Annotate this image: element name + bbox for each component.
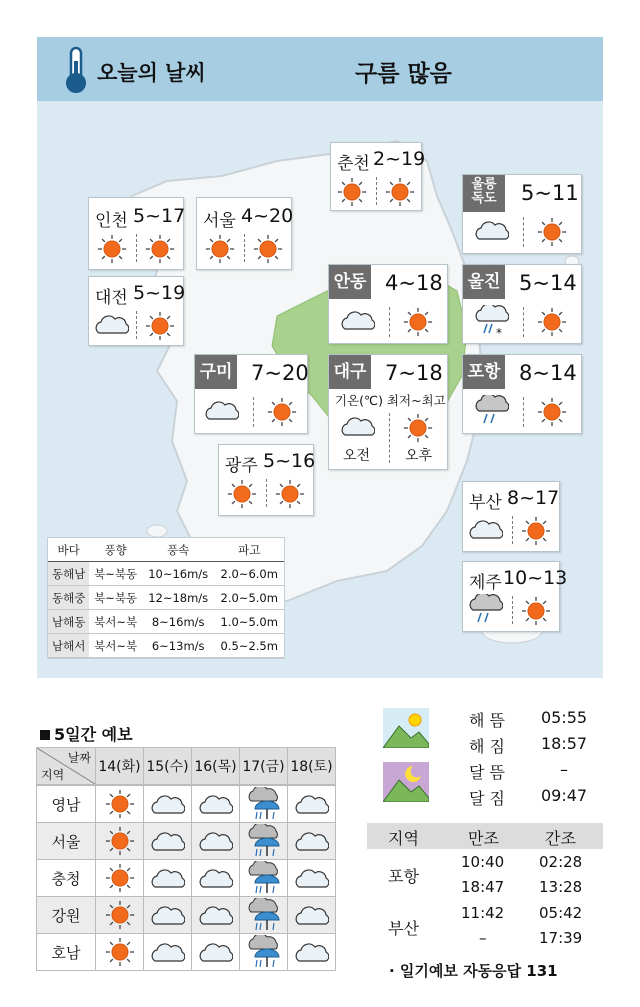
cloudy-icon (199, 791, 233, 817)
city-name: 광주 (225, 456, 258, 476)
date-header: 15(수) (144, 748, 192, 785)
column-header: 간조 (545, 829, 576, 848)
sunny-icon (145, 234, 175, 264)
city-card-daejeon (88, 276, 184, 346)
low-tide: 05:42 (539, 904, 583, 922)
sky-condition: 구름 많음 (355, 61, 452, 87)
sunrise-time: 05:55 (541, 708, 588, 727)
sea-region: 동해남 (48, 562, 89, 586)
corner-region: 지역 (41, 768, 65, 782)
sunny-icon (537, 397, 567, 427)
table-header-row (48, 538, 284, 562)
divider (136, 234, 137, 262)
wind-speed: 10~16m/s (142, 562, 215, 586)
forecast-cell (240, 897, 288, 934)
city-temp: 5~16 (263, 450, 316, 472)
divider (523, 307, 524, 337)
region-name: 강원 (37, 897, 96, 934)
forecast-cell (96, 786, 144, 823)
city-temp: 2~19 (373, 148, 426, 170)
city-card-gwangju (218, 444, 314, 516)
moonset-time: 09:47 (541, 786, 588, 805)
cloudy-icon (341, 413, 375, 443)
legend-text: 기온(℃) 최저~최고 (335, 393, 446, 408)
forecast-cell (144, 786, 192, 823)
cloudy-icon (341, 307, 375, 337)
column-header: 풍속 (142, 538, 215, 562)
sunny-icon (521, 516, 551, 546)
divider (136, 311, 137, 339)
sea-region: 동해중 (48, 586, 89, 610)
cloudy-icon (205, 397, 239, 427)
divider (253, 397, 254, 427)
sunny-icon (105, 826, 135, 856)
divider (389, 307, 390, 337)
city-name: 서울 (203, 211, 236, 231)
forecast-cell (240, 934, 288, 971)
city-tag: 대구 (329, 355, 371, 389)
sunny-icon (145, 311, 175, 341)
cloudy-icon (199, 939, 233, 965)
sunny-icon (267, 397, 297, 427)
forecast-cell (96, 823, 144, 860)
low-tide: 13:28 (539, 878, 583, 896)
city-temp: 10~13 (503, 567, 568, 589)
wind-direction: 북서~북 (89, 610, 142, 634)
city-card-incheon (88, 197, 184, 270)
city-tag: 울릉 독도 (463, 175, 505, 212)
divider (523, 397, 524, 427)
svg-text:*: * (496, 326, 502, 339)
high-tide: – (479, 929, 487, 947)
forecast-cell (144, 934, 192, 971)
city-name: 부산 (469, 493, 502, 513)
region-name: 영남 (37, 786, 96, 823)
forecast-cell (96, 897, 144, 934)
table-row (48, 610, 284, 634)
forecast-cell (144, 860, 192, 897)
city-card-uljin (462, 264, 582, 344)
sunny-icon (105, 900, 135, 930)
table-row (37, 860, 336, 897)
sunny-icon (205, 234, 235, 264)
sunny-icon (275, 479, 305, 509)
moonrise-time: – (560, 760, 568, 779)
wind-direction: 북~북동 (89, 586, 142, 610)
cloudy-icon (199, 865, 233, 891)
column-header: 바다 (48, 538, 89, 562)
column-header: 풍향 (89, 538, 142, 562)
date-header: 18(토) (288, 748, 336, 785)
tide-place: 부산 (388, 919, 419, 938)
city-card-seoul (196, 197, 292, 270)
city-name: 제주 (469, 573, 502, 593)
forecast-cell (240, 823, 288, 860)
forecast-cell (192, 786, 240, 823)
forecast-cell (288, 786, 336, 823)
cloudy-icon (295, 828, 329, 854)
table-row (37, 897, 336, 934)
forecast-cell (192, 860, 240, 897)
forecast-cell (192, 897, 240, 934)
city-card-daegu (328, 354, 448, 470)
cloudy-icon (295, 902, 329, 928)
city-card-chuncheon (330, 142, 426, 211)
city-card-jeju (462, 561, 568, 632)
sunny-icon (521, 596, 551, 626)
forecast-cell (288, 934, 336, 971)
high-tide: 11:42 (461, 904, 505, 922)
city-temp: 4~20 (241, 205, 294, 227)
footer-note: · 일기예보 자동응답 131 (389, 962, 558, 980)
sea-region: 남해동 (48, 610, 89, 634)
rain-cloud-icon (247, 935, 281, 969)
table-header-row (37, 748, 336, 785)
divider (266, 479, 267, 507)
city-card-gumi (194, 354, 308, 434)
legend-am: 오전 (343, 448, 371, 464)
forecast-cell (240, 786, 288, 823)
forecast-cell (144, 823, 192, 860)
table-row (37, 934, 336, 971)
rain-cloud-icon (475, 395, 509, 427)
city-tag: 안동 (329, 265, 371, 299)
cloudy-icon (151, 791, 185, 817)
wind-speed: 6~13m/s (142, 634, 215, 658)
forecast-title-text: 5일간 예보 (54, 725, 133, 744)
moonset-label: 달 짐 (469, 789, 505, 808)
cloudy-icon (295, 791, 329, 817)
region-name: 호남 (37, 934, 96, 971)
date-header: 17(금) (240, 748, 288, 785)
cloudy-icon (151, 902, 185, 928)
forecast-cell (96, 860, 144, 897)
forecast-cell (288, 823, 336, 860)
cloudy-icon (199, 828, 233, 854)
moonrise-label: 달 뜸 (469, 763, 505, 782)
sunny-icon (403, 413, 433, 443)
city-name: 인천 (95, 211, 128, 231)
cloudy-icon (295, 939, 329, 965)
tide-place: 포항 (388, 867, 419, 886)
wind-direction: 북~북동 (89, 562, 142, 586)
wind-speed: 12~18m/s (142, 586, 215, 610)
cloudy-icon (199, 902, 233, 928)
corner-date: 날짜 (67, 751, 91, 765)
low-tide: 17:39 (539, 929, 583, 947)
city-card-pohang (462, 354, 582, 434)
cloudy-icon (469, 516, 503, 546)
city-tag: 구미 (195, 355, 237, 389)
table-row (48, 562, 284, 586)
forecast-cell (288, 897, 336, 934)
region-name: 충청 (37, 860, 96, 897)
city-card-ulleung (462, 174, 582, 254)
low-tide: 02:28 (539, 853, 583, 871)
sunny-icon (105, 789, 135, 819)
sea-region: 남해서 (48, 634, 89, 658)
forecast-cell (240, 860, 288, 897)
wave-height: 0.5~2.5m (214, 634, 284, 658)
city-temp: 7~18 (385, 361, 443, 385)
wind-speed: 8~16m/s (142, 610, 215, 634)
city-temp: 5~17 (133, 205, 186, 227)
table-row (37, 823, 336, 860)
sunset-label: 해 짐 (469, 737, 505, 756)
sunny-icon (403, 307, 433, 337)
table-row (37, 786, 336, 823)
cloudy-icon (475, 217, 509, 247)
city-name: 춘천 (337, 154, 370, 174)
cloudy-icon (151, 939, 185, 965)
table-row (48, 586, 284, 610)
thermometer-icon (61, 45, 91, 95)
sunrise-label: 해 뜸 (469, 711, 505, 730)
wave-height: 2.0~5.0m (214, 586, 284, 610)
city-tag: 포항 (463, 355, 505, 389)
date-header: 14(화) (96, 748, 144, 785)
rain-cloud-icon (247, 861, 281, 895)
sunset-time: 18:57 (541, 734, 588, 753)
sunny-icon (105, 937, 135, 967)
divider (512, 516, 513, 544)
sunny-icon (385, 177, 415, 207)
sunny-icon (97, 234, 127, 264)
rain-cloud-icon (247, 787, 281, 821)
rain-cloud-icon (247, 824, 281, 858)
corner-cell (37, 748, 96, 785)
city-temp: 4~18 (385, 271, 443, 295)
forecast-cell (96, 934, 144, 971)
table-row (48, 634, 284, 658)
rain-cloud-icon (247, 898, 281, 932)
column-header: 지역 (388, 829, 419, 848)
city-tag: 울진 (463, 265, 505, 299)
forecast-title (40, 722, 133, 745)
column-header: 파고 (214, 538, 284, 562)
square-bullet-icon (40, 730, 50, 740)
sunny-icon (253, 234, 283, 264)
high-tide: 10:40 (461, 853, 505, 871)
legend-pm: 오후 (405, 448, 433, 464)
city-temp: 8~14 (519, 361, 577, 385)
wave-height: 1.0~5.0m (214, 610, 284, 634)
sunny-icon (227, 479, 257, 509)
divider (389, 413, 390, 463)
city-temp: 5~14 (519, 271, 577, 295)
city-card-busan (462, 481, 560, 552)
city-temp: 5~11 (521, 181, 579, 205)
sunny-icon (537, 307, 567, 337)
forecast-body (36, 785, 336, 971)
divider (523, 217, 524, 247)
region-name: 서울 (37, 823, 96, 860)
cloudy-icon (151, 865, 185, 891)
wind-direction: 북서~북 (89, 634, 142, 658)
high-tide: 18:47 (461, 878, 505, 896)
cloudy-icon (151, 828, 185, 854)
divider (512, 596, 513, 624)
forecast-cell (288, 860, 336, 897)
forecast-cell (192, 823, 240, 860)
cloudy-icon (95, 311, 129, 341)
moonrise-icon (383, 762, 429, 802)
column-header: 만조 (468, 829, 499, 848)
city-temp: 7~20 (251, 361, 309, 385)
divider (244, 234, 245, 262)
sunrise-icon (383, 708, 429, 748)
rain-snow-icon (475, 305, 509, 339)
sunny-icon (537, 217, 567, 247)
city-name: 대전 (95, 288, 128, 308)
divider (376, 177, 377, 205)
city-card-andong (328, 264, 448, 344)
sunny-icon (105, 863, 135, 893)
forecast-cell (192, 934, 240, 971)
cloudy-icon (295, 865, 329, 891)
city-temp: 5~19 (133, 282, 186, 304)
page-title: 오늘의 날씨 (97, 61, 206, 85)
sea-forecast-table (47, 537, 285, 659)
forecast-cell (144, 897, 192, 934)
forecast-table (36, 747, 336, 971)
wave-height: 2.0~6.0m (214, 562, 284, 586)
sunny-icon (337, 177, 367, 207)
date-header: 16(목) (192, 748, 240, 785)
rain-cloud-icon (469, 594, 503, 626)
city-temp: 8~17 (507, 487, 560, 509)
